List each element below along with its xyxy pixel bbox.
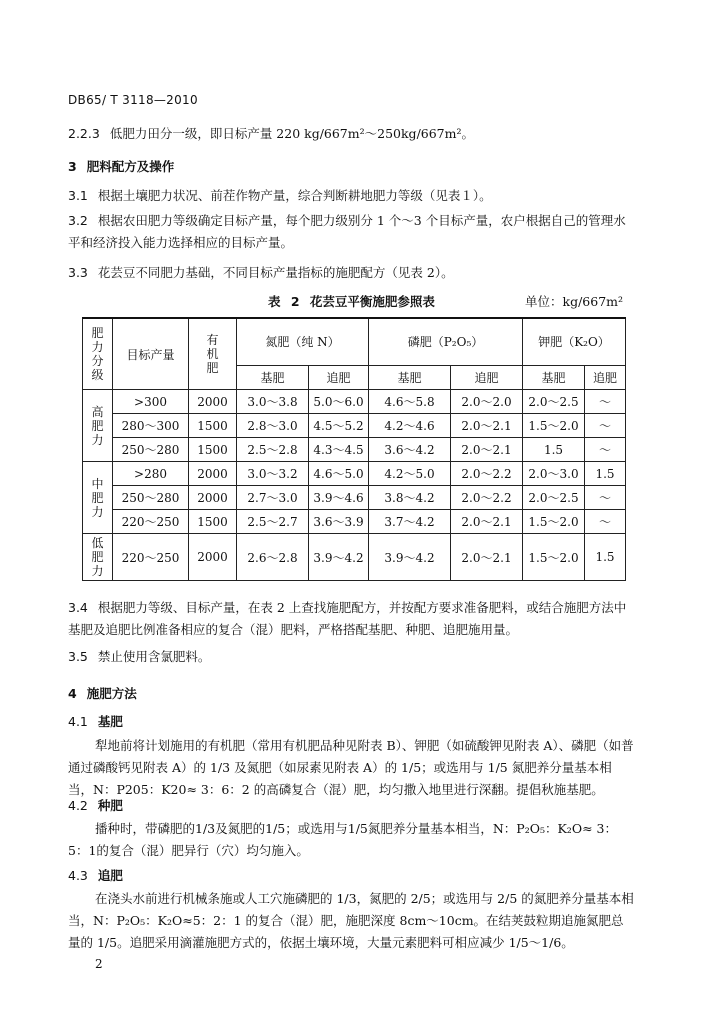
table-cell: 4.5～5.2 [309, 414, 369, 438]
table-cell: >280 [113, 462, 189, 486]
header-level: 肥力分级 [83, 318, 113, 390]
table-row [83, 510, 626, 534]
table-row [83, 486, 626, 510]
table-cell: 3.9～4.6 [309, 486, 369, 510]
table-cell: 220～250 [113, 510, 189, 534]
table-unit: 单位：kg/667m² [525, 294, 624, 309]
table-cell: 2.0～2.1 [451, 414, 523, 438]
table-cell: 1500 [189, 414, 237, 438]
table-cell: 2.8～3.0 [237, 414, 309, 438]
table-cell: 1.5～2.0 [523, 414, 585, 438]
table-cell: 3.6～3.9 [309, 510, 369, 534]
subsection-number: 4.2 [68, 798, 88, 813]
subheader-cell: 基肥 [523, 365, 585, 389]
section-number: 3 [68, 159, 77, 174]
table-row [83, 390, 626, 414]
clause-text: 低肥力田分一级，即日标产量 220 kg/667m²～250kg/667m²。 [109, 126, 474, 141]
table-cell: 1.5 [585, 534, 626, 581]
table-cell: >300 [113, 390, 189, 414]
table-body [83, 390, 626, 581]
section-number: 4 [68, 686, 77, 701]
subsection-title: 基肥 [97, 714, 123, 729]
section-4-heading [68, 684, 137, 702]
document-code: DB65/ T 3118—2010 [68, 93, 198, 107]
clause-3-3 [68, 263, 454, 281]
paragraph-4-1: 犁地前将计划施用的有机肥（常用有机肥品种见附表 B）、钾肥（如硫酸钾见附表 A）、磷肥（如普通过磷酸钙见附表 A）的 1/3 及氮肥（如尿素见附表 A）的 1/5；或选用与 1/5 氮肥养分量基本相当，N：P205：K20≈ 3：6：2 的高磷复合（混）肥，均匀撒入地里进行深翻。提倡秋施基肥。 [68, 738, 634, 797]
clause-number: 3.1 [68, 188, 88, 203]
table-caption: 表 2 花芸豆平衡施肥参照表 [268, 294, 435, 309]
subheader-cell: 追肥 [309, 365, 369, 389]
clause-text: 花芸豆不同肥力基础，不同目标产量指标的施肥配方（见表 2）。 [97, 265, 454, 280]
table-cell: 2.0～2.1 [451, 438, 523, 462]
table-cell: 2000 [189, 486, 237, 510]
table-cell: 220～250 [113, 534, 189, 581]
subsection-4-2-heading [68, 796, 123, 814]
subsection-4-1-heading [68, 712, 123, 730]
table-cell: 2.5～2.8 [237, 438, 309, 462]
paragraph-4-3: 在浇头水前进行机械条施或人工穴施磷肥的 1/3，氮肥的 2/5；或选用与 2/5 的氮肥养分量基本相当，N：P₂O₅：K₂O≈5：2：1 的复合（混）肥，施肥深度 8cm～10cm。在结荚鼓粒期追施氮肥总量的 1/5。追肥采用滴灌施肥方式的，依据土壤环境，大量元素肥料可相应减少 1/5～1/6。 [68, 891, 634, 950]
table-cell: 280～300 [113, 414, 189, 438]
table-cell: 1500 [189, 510, 237, 534]
table-cell: 250～280 [113, 486, 189, 510]
table-header-row [83, 318, 626, 365]
subsection-number: 4.1 [68, 714, 88, 729]
table-row [83, 462, 626, 486]
fertilizer-table [82, 317, 626, 581]
table-cell: 2.0～2.5 [523, 390, 585, 414]
clause-number: 3.3 [68, 265, 88, 280]
subsection-title: 追肥 [97, 868, 123, 883]
header-target: 目标产量 [113, 318, 189, 390]
level-cell: 中肥力 [83, 462, 113, 534]
subheader-cell: 基肥 [237, 365, 309, 389]
subheader-cell: 追肥 [451, 365, 523, 389]
table-cell: 3.9～4.2 [369, 534, 451, 581]
table-cell: 3.7～4.2 [369, 510, 451, 534]
table-cell: 3.9～4.2 [309, 534, 369, 581]
table-cell: 2000 [189, 390, 237, 414]
table-cell: 2.0～2.1 [451, 510, 523, 534]
header-phosphorus: 磷肥（P₂O₅） [369, 318, 523, 365]
table-cell: 1.5 [523, 438, 585, 462]
table-cell: 2000 [189, 534, 237, 581]
section-title: 肥料配方及操作 [86, 159, 175, 174]
clause-number: 3.2 [68, 213, 88, 228]
table-cell: 2.7～3.0 [237, 486, 309, 510]
clause-number: 2.2.3 [68, 126, 100, 141]
table-cell: 2.5～2.7 [237, 510, 309, 534]
table-cell: ～ [585, 486, 626, 510]
table-cell: 4.3～4.5 [309, 438, 369, 462]
table-cell: 3.8～4.2 [369, 486, 451, 510]
table-cell: 1.5 [585, 462, 626, 486]
table-cell: 3.0～3.8 [237, 390, 309, 414]
table-row [83, 438, 626, 462]
clause-3-2 [68, 210, 636, 254]
table-cell: 5.0～6.0 [309, 390, 369, 414]
clause-3-4 [68, 597, 636, 641]
table-cell: 4.6～5.8 [369, 390, 451, 414]
subsection-title: 种肥 [97, 798, 123, 813]
table-cell: 2.0～2.1 [451, 534, 523, 581]
table-cell: 2.6～2.8 [237, 534, 309, 581]
subheader-cell: 追肥 [585, 365, 626, 389]
table-cell: 2.0～3.0 [523, 462, 585, 486]
table-cell: 4.6～5.0 [309, 462, 369, 486]
clause-text: 根据农田肥力等级确定目标产量，每个肥力级别分 1 个～3 个目标产量，农户根据自己的管理水平和经济投入能力选择相应的目标产量。 [68, 213, 626, 250]
paragraph-4-2: 播种时，带磷肥的1/3及氮肥的1/5；或选用与1/5氮肥养分量基本相当，N：P₂O₅：K₂O≈ 3：5：1的复合（混）肥异行（穴）均匀施入。 [68, 821, 617, 858]
table-cell: 250～280 [113, 438, 189, 462]
table-cell: 1.5～2.0 [523, 510, 585, 534]
table-cell: ～ [585, 438, 626, 462]
table-cell: 3.0～3.2 [237, 462, 309, 486]
section-3-heading [68, 157, 174, 175]
clause-3-1 [68, 186, 492, 204]
level-cell: 高肥力 [83, 390, 113, 462]
table-cell: 1.5～2.0 [523, 534, 585, 581]
table-cell: 4.2～5.0 [369, 462, 451, 486]
clause-number: 3.4 [68, 600, 88, 615]
table-cell: ～ [585, 390, 626, 414]
subsection-4-3-heading [68, 866, 123, 884]
page-number: 2 [95, 957, 103, 971]
table-cell: 2.0～2.2 [451, 462, 523, 486]
section-title: 施肥方法 [86, 686, 137, 701]
clause-text: 禁止使用含氯肥料。 [97, 649, 211, 664]
clause-2-2-3 [68, 124, 474, 142]
header-nitrogen: 氮肥（纯 N） [237, 318, 369, 365]
table-cell: ～ [585, 414, 626, 438]
table-cell: 4.2～4.6 [369, 414, 451, 438]
clause-3-5 [68, 647, 210, 665]
clause-text: 根据土壤肥力状况、前茬作物产量，综合判断耕地肥力等级（见表１）。 [97, 188, 492, 203]
table-cell: 2.0～2.5 [523, 486, 585, 510]
table-cell: 3.6～4.2 [369, 438, 451, 462]
subsection-number: 4.3 [68, 868, 88, 883]
level-cell: 低肥力 [83, 534, 113, 581]
header-potassium: 钾肥（K₂O） [523, 318, 626, 365]
table-cell: 2000 [189, 462, 237, 486]
table-cell: 2.0～2.0 [451, 390, 523, 414]
table-cell: 1500 [189, 438, 237, 462]
clause-text: 根据肥力等级、目标产量，在表 2 上查找施肥配方，并按配方要求准备肥料，或结合施肥方法中基肥及追肥比例准备相应的复合（混）肥料，严格搭配基肥、种肥、追肥施用量。 [68, 600, 627, 637]
table-row [83, 534, 626, 581]
clause-number: 3.5 [68, 649, 88, 664]
header-organic: 有机肥 [189, 318, 237, 390]
table-row [83, 414, 626, 438]
table-cell: ～ [585, 510, 626, 534]
subheader-cell: 基肥 [369, 365, 451, 389]
table-cell: 2.0～2.2 [451, 486, 523, 510]
